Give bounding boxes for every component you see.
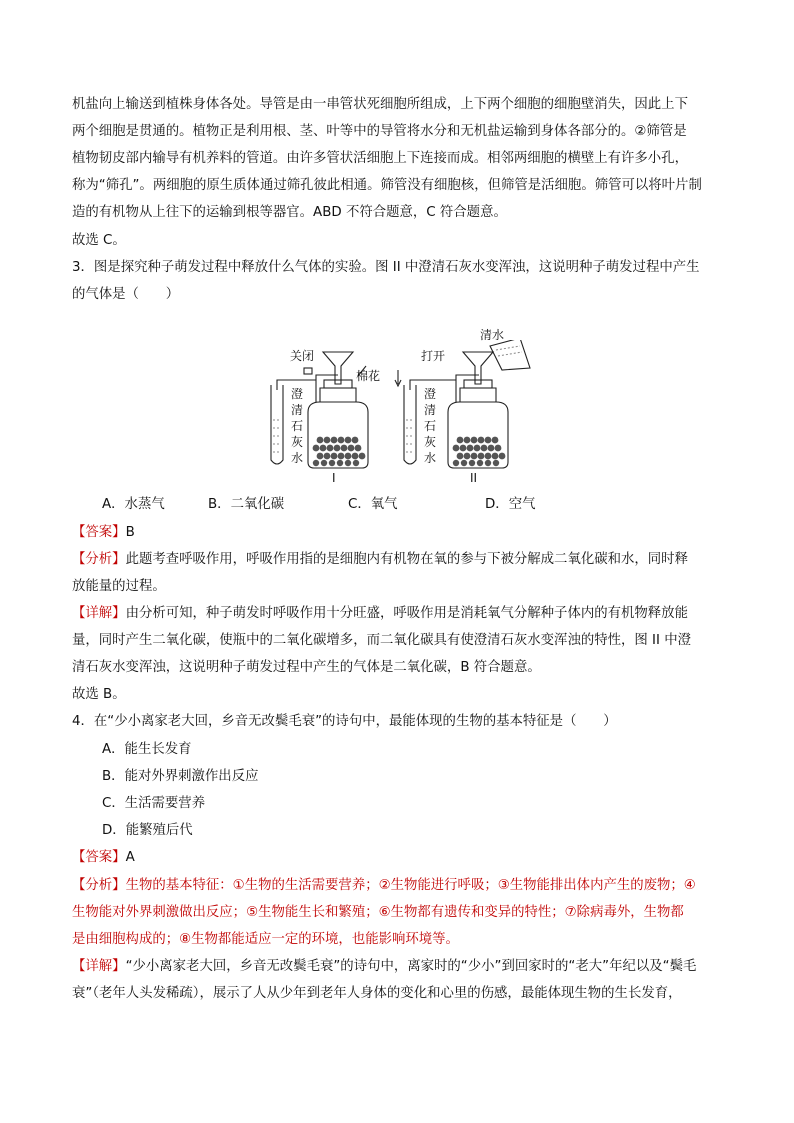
answer-value: A — [125, 850, 135, 865]
label-limewater-2: 澄 清 石 灰 水 — [424, 387, 437, 465]
q3-analysis-line-1: 【分析】此题考查呼吸作用，呼吸作用指的是细胞内有机物在氧的参与下被分解成二氧化碳和水，同时释 — [72, 552, 688, 567]
label-water: 清水 — [480, 328, 505, 342]
detail-tag: 【详解】 — [72, 959, 126, 974]
intro-conclusion: 故选 C。 — [72, 233, 126, 248]
q3-detail-line-3: 清石灰水变浑浊，这说明种子萌发过程中产生的气体是二氧化碳，B 符合题意。 — [72, 660, 541, 675]
q4-answer — [72, 849, 724, 867]
intro-line-3: 植物韧皮部内输导有机养料的管道。由许多管状活细胞上下连接而成。相邻两细胞的横壁上有许多小孔， — [72, 151, 688, 166]
answer-tag: 【答案】 — [72, 850, 126, 865]
q4-stem: 4．在“少小离家老大回，乡音无改鬓毛衰”的诗句中，最能体现的生物的基本特征是（ ） — [72, 714, 617, 729]
q3-option-c[interactable]: C．氧气 — [348, 497, 398, 512]
q3-option-d[interactable]: D．空气 — [485, 497, 536, 512]
analysis-tag: 【分析】 — [72, 878, 126, 893]
q3-answer — [72, 524, 724, 542]
detail-tag: 【详解】 — [72, 606, 126, 621]
q4-detail-line-2: 衰”（老年人头发稀疏），展示了人从少年到老年人身体的变化和心里的伤感，最能体现生物的生长发育， — [72, 986, 682, 1001]
intro-line-4: 称为“筛孔”。两细胞的原生质体通过筛孔彼此相通。筛管没有细胞核，但筛管是活细胞。筛管可以将叶片制 — [72, 178, 702, 193]
q4-option-b[interactable]: B．能对外界刺激作出反应 — [102, 769, 259, 784]
intro-line-1: 机盐向上输送到植株身体各处。导管是由一串管状死细胞所组成，上下两个细胞的细胞壁消失，因此上下 — [72, 97, 688, 112]
label-limewater-1: 澄 清 石 灰 水 — [291, 387, 304, 465]
q4-detail-line-1: 【详解】“少小离家老大回，乡音无改鬓毛衰”的诗句中，离家时的“少小”到回家时的“老大”年纪以及“鬓毛 — [72, 959, 697, 974]
q3-stem-line-1: 3．图是探究种子萌发过程中释放什么气体的实验。图 II 中澄清石灰水变浑浊，这说明种子萌发过程中产生 — [72, 260, 700, 275]
label-figure-2: II — [470, 471, 478, 485]
q4-analysis-line-3: 是由细胞构成的；⑧生物都能适应一定的环境，也能影响环境等。 — [72, 932, 459, 947]
q4-option-c[interactable]: C．生活需要营养 — [102, 796, 206, 811]
q3-conclusion: 故选 B。 — [72, 687, 126, 702]
q3-detail-line-2: 量，同时产生二氧化碳，使瓶中的二氧化碳增多，而二氧化碳具有使澄清石灰水变浑浊的特性，图 II 中澄 — [72, 633, 691, 648]
q3-stem-line-2: 的气体是（ ） — [72, 287, 180, 302]
intro-line-2: 两个细胞是贯通的。植物正是利用根、茎、叶等中的导管将水分和无机盐运输到身体各部分的。②筛管是 — [72, 124, 687, 139]
label-open: 打开 — [421, 349, 446, 363]
label-cotton: 棉花 — [356, 369, 381, 383]
label-close: 关闭 — [290, 349, 315, 363]
q3-option-a[interactable]: A．水蒸气 — [102, 497, 165, 512]
intro-line-5: 造的有机物从上往下的运输到根等器官。ABD 不符合题意，C 符合题意。 — [72, 205, 507, 220]
q3-option-b[interactable]: B．二氧化碳 — [208, 497, 285, 512]
q3-detail-line-1: 【详解】由分析可知，种子萌发时呼吸作用十分旺盛，呼吸作用是消耗氧气分解种子体内的有机物释放能 — [72, 606, 688, 621]
experiment-figure — [258, 328, 558, 490]
q3-analysis-line-2: 放能量的过程。 — [72, 579, 166, 594]
label-figure-1: I — [332, 471, 336, 485]
q4-option-d[interactable]: D．能繁殖后代 — [102, 823, 193, 838]
q4-analysis-line-2: 生物能对外界刺激做出反应；⑤生物能生长和繁殖；⑥生物都有遗传和变异的特性；⑦除病毒外，生物都 — [72, 905, 684, 920]
q4-analysis-line-1: 【分析】生物的基本特征：①生物的生活需要营养；②生物能进行呼吸；③生物能排出体内产生的废物；④ — [72, 878, 696, 893]
analysis-tag: 【分析】 — [72, 552, 126, 567]
q4-option-a[interactable]: A．能生长发育 — [102, 742, 192, 757]
answer-value: B — [125, 525, 135, 540]
answer-tag: 【答案】 — [72, 525, 126, 540]
